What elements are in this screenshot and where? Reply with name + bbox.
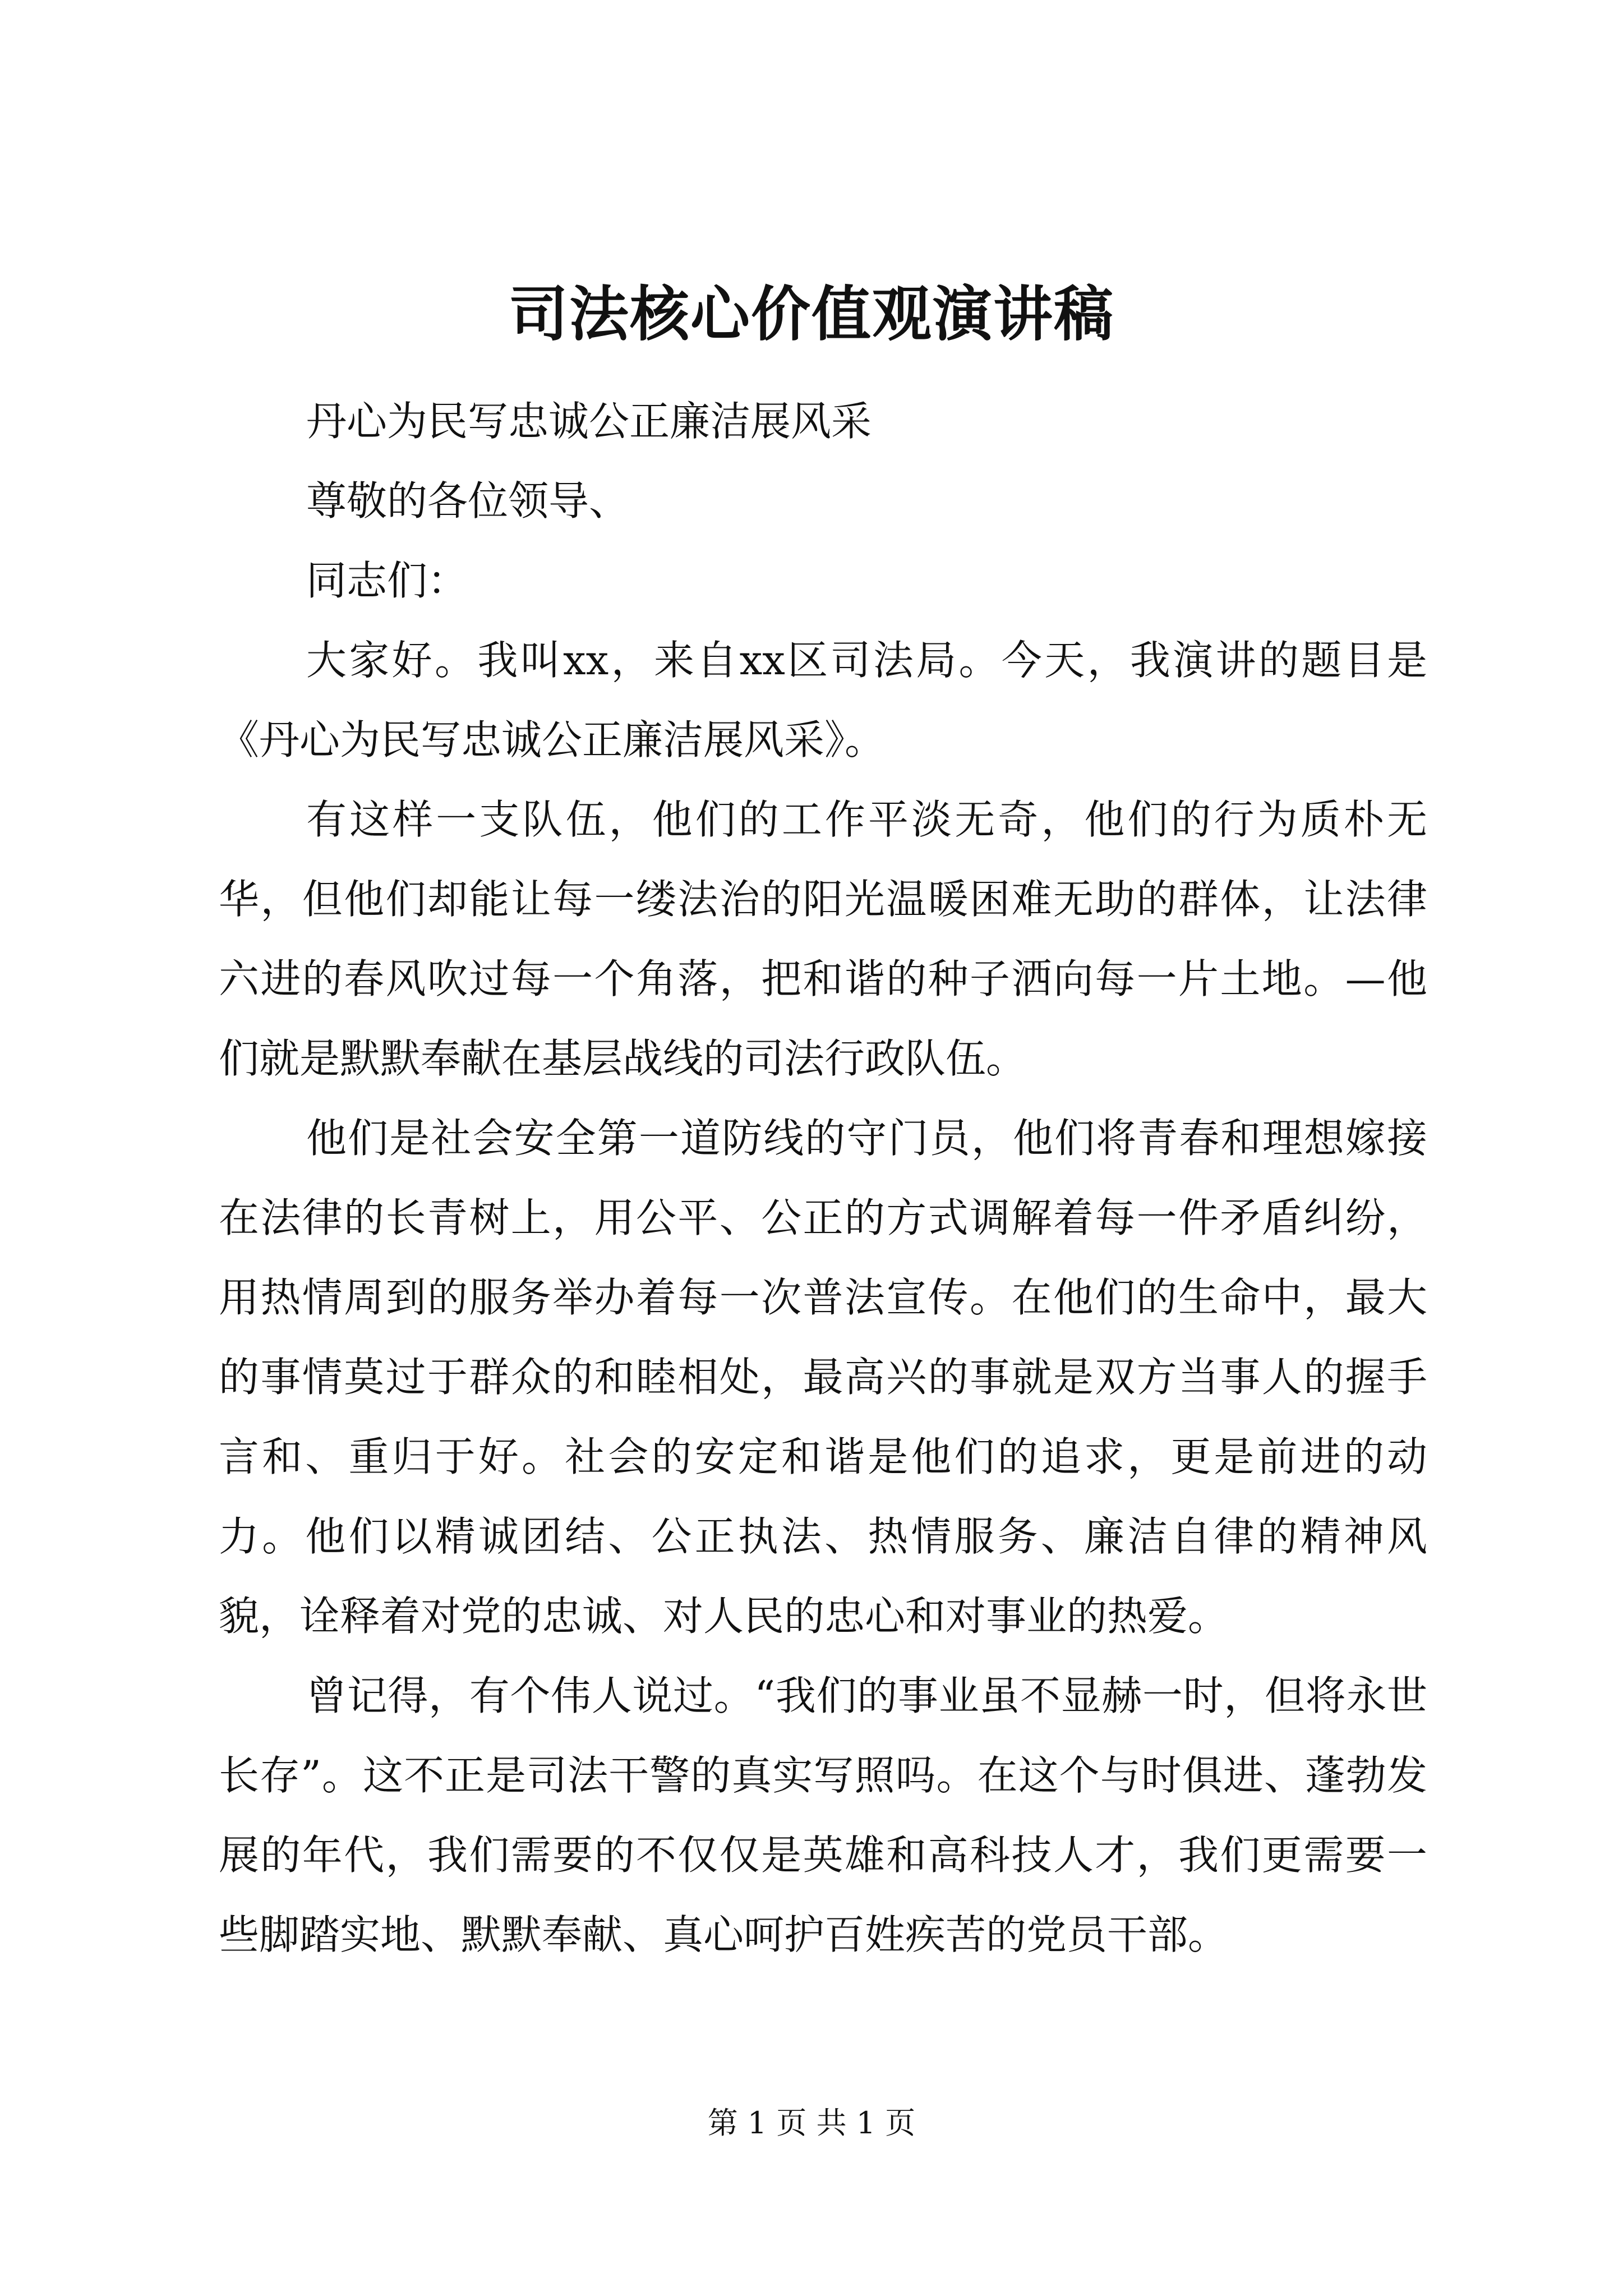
document-title: 司法核心价值观演讲稿 [509, 279, 1114, 349]
body-paragraph: 有这样一支队伍，他们的工作平淡无奇，他们的行为质朴无华，但他们却能让每一缕法治的阳光温暖困难无助的群体，让法律六进的春风吹过每一个角落，把和谐的种子洒向每一片土地。—他们就是默默奉献在基层战线的司法行政队伍。 [219, 796, 1427, 1082]
body-paragraph: 大家好。我叫xx，来自xx区司法局。今天，我演讲的题目是《丹心为民写忠诚公正廉洁展风采》。 [219, 637, 1427, 763]
subtitle-paragraph: 丹心为民写忠诚公正廉洁展风采 [306, 398, 872, 445]
document-body [219, 381, 1427, 1975]
salutation-line-2: 同志们： [306, 557, 468, 604]
salutation-line-1: 尊敬的各位领导、 [306, 477, 630, 524]
body-paragraph: 曾记得，有个伟人说过。“我们的事业虽不显赫一时，但将永世长存”。这不正是司法干警的真实写照吗。在这个与时俱进、蓬勃发展的年代，我们需要的不仅仅是英雄和高科技人才，我们更需要一些脚踏实地、默默奉献、真心呵护百姓疾苦的党员干部。 [219, 1672, 1427, 1958]
body-paragraph: 他们是社会安全第一道防线的守门员，他们将青春和理想嫁接在法律的长青树上，用公平、公正的方式调解着每一件矛盾纠纷，用热情周到的服务举办着每一次普法宣传。在他们的生命中，最大的事情莫过于群众的和睦相处，最高兴的事就是双方当事人的握手言和、重归于好。社会的安定和谐是他们的追求，更是前进的动力。他们以精诚团结、公正执法、热情服务、廉洁自律的精神风貌，诠释着对党的忠诚、对人民的忠心和对事业的热爱。 [219, 1115, 1427, 1640]
page-number-footer: 第 1 页 共 1 页 [707, 2105, 916, 2141]
